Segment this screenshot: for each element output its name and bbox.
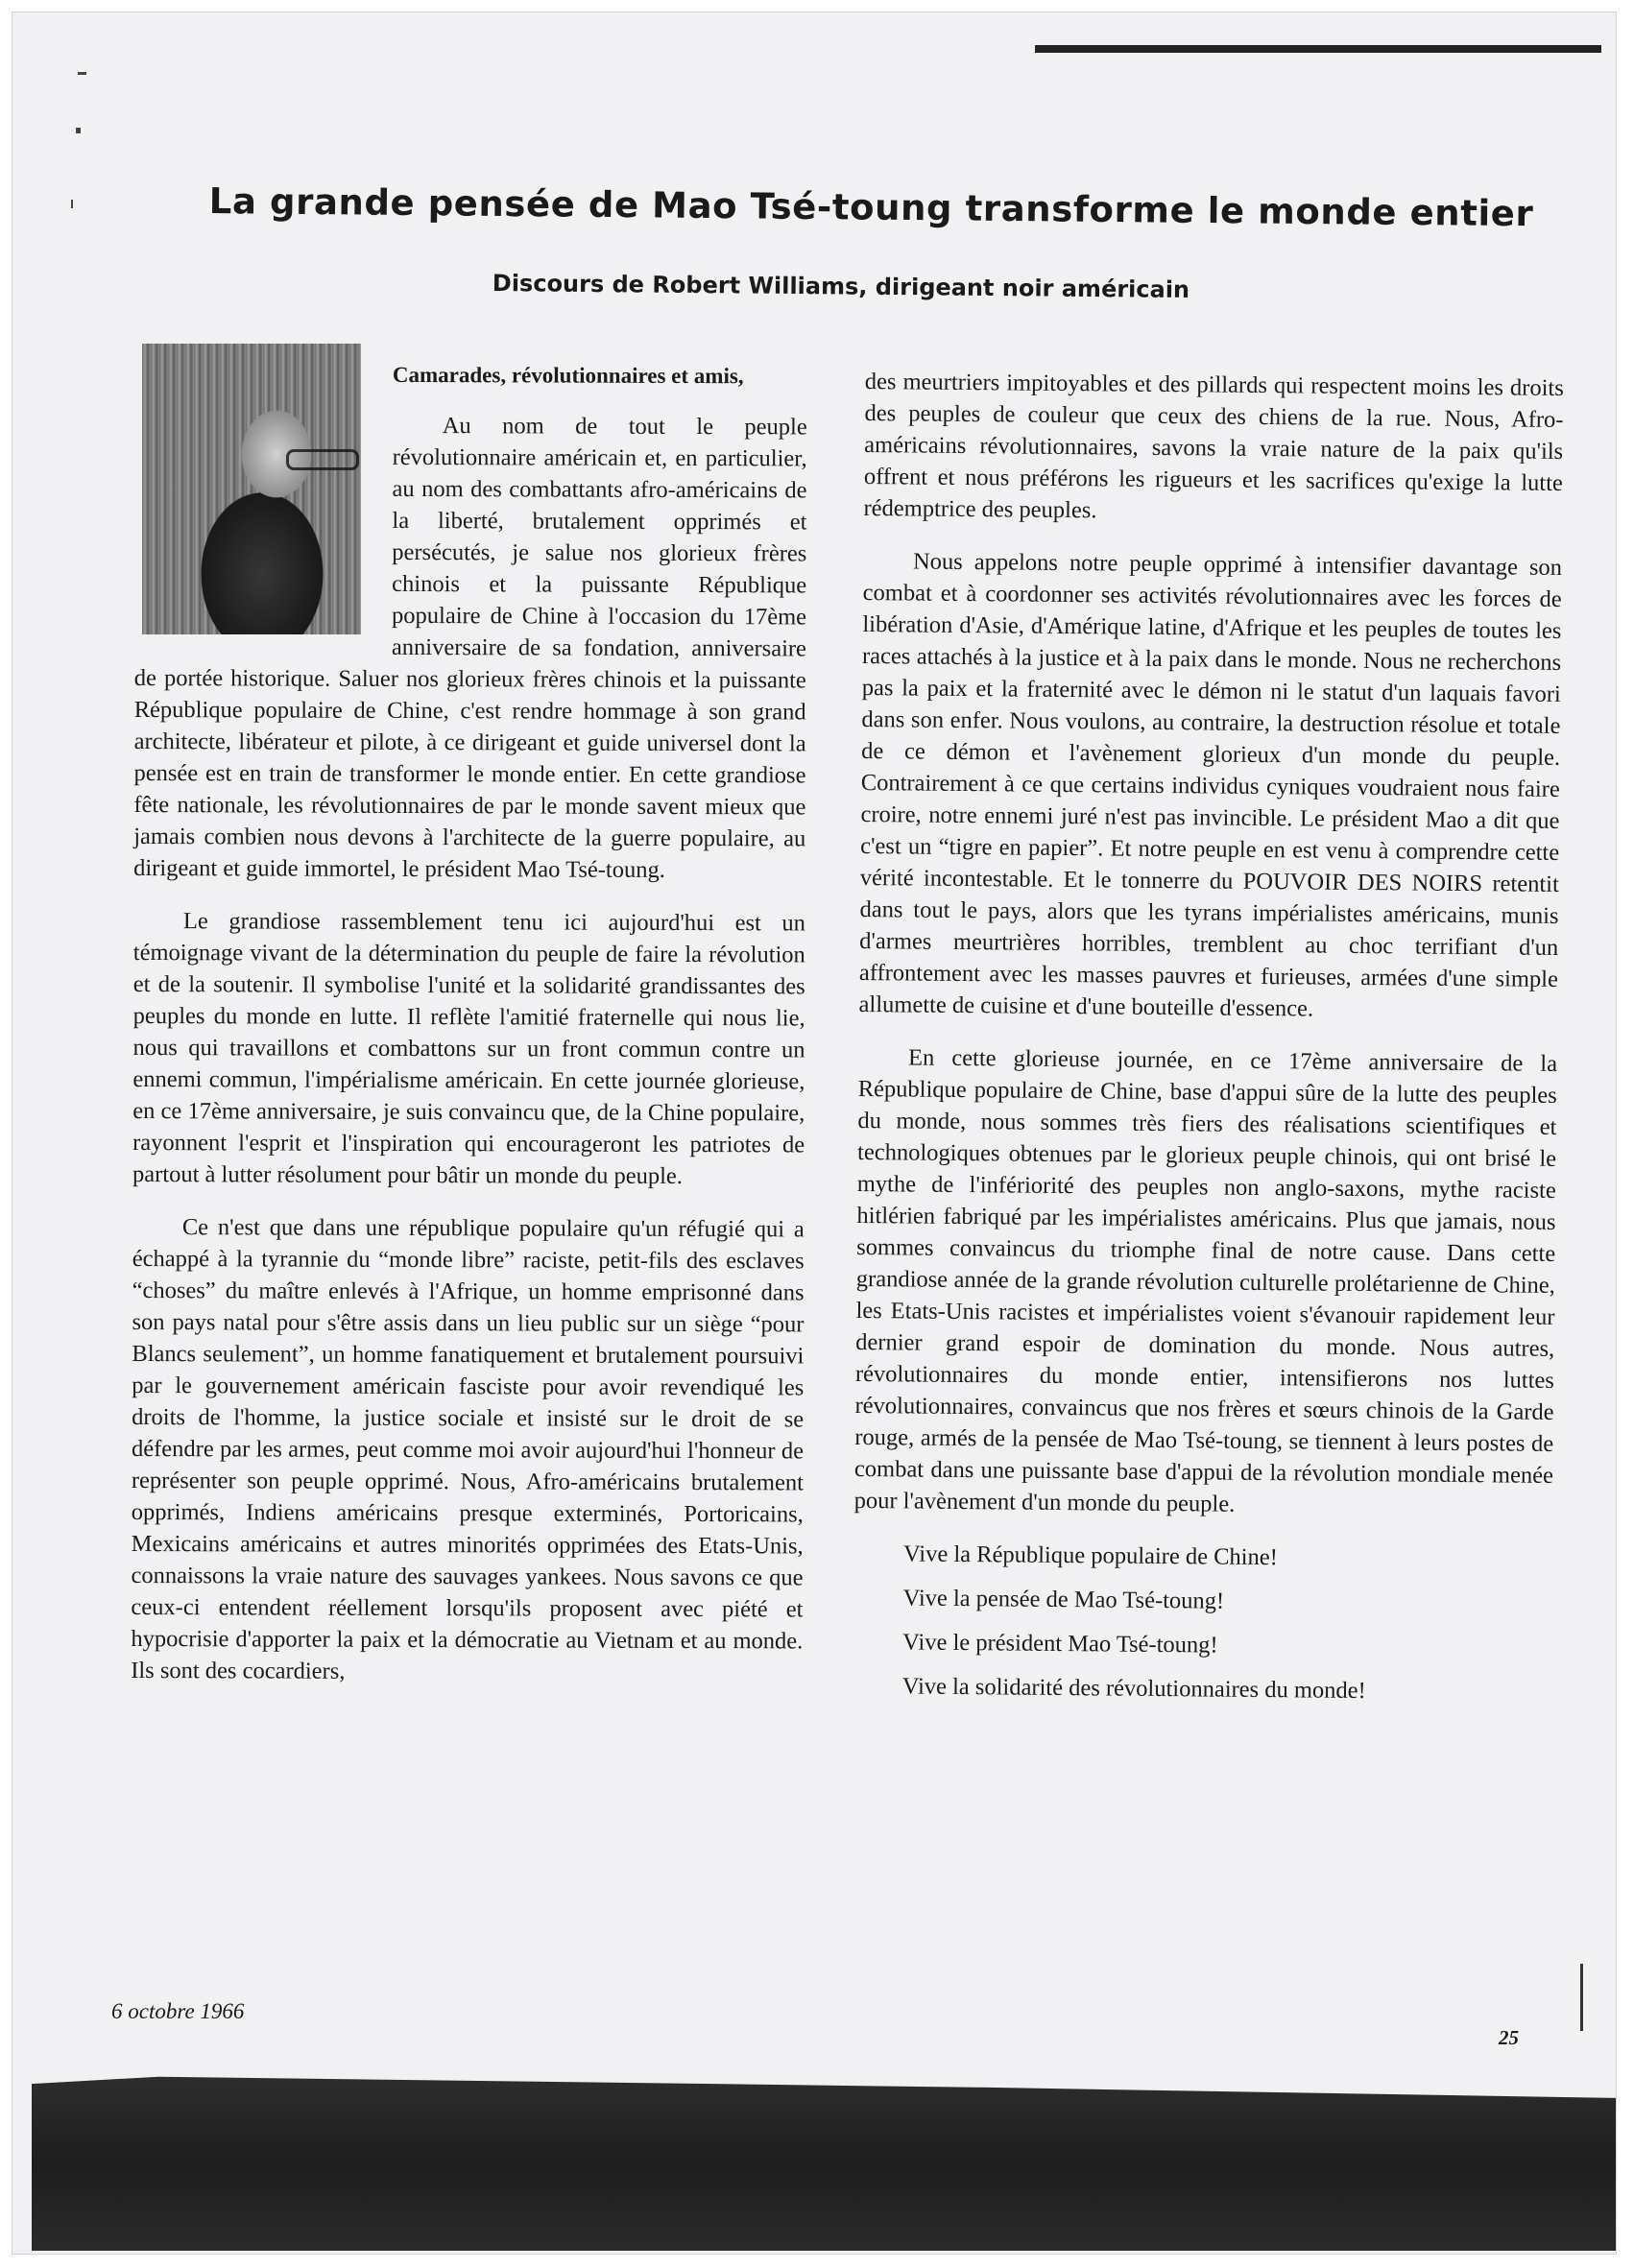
paragraph-1: Au nom de tout le peuple révolutionnaire américain et, en particulier, au nom des combattants afro-américains de la liberté, brutalement opprimés et persécutés, je salue nos glorieux frères chinois et la puissante République populaire de Chine à l'occasion du 17ème anniversaire de sa fondation, anniversaire de portée historique. Saluer nos glorieux frères chinois et la puissante République populaire de Chine, c'est rendre hommage à son grand architecte, libérateur et pilote, à ce dirigeant et guide universel dont la pensée est en train de transformer le monde entier. En cette grandiose fête nationale, les révolutionnaires de par le monde savent mieux que jamais combien nous devons à l'architecte de la guerre populaire, au dirigeant et guide immortel, le président Mao Tsé-toung. xyxy=(133,413,807,883)
photo-space xyxy=(134,358,393,657)
paragraph-4: des meurtriers impitoyables et des pillards qui respectent moins les droits des peuples de couleur que ceux des chiens de la rue. Nous, Afro-américains révolutionnaires, savons la vraie nature de la paix qu'ils offrent et nous préférons les rigueurs et les sacrifices qu'exige la lutte rédemptrice des peuples. xyxy=(863,368,1564,524)
salutation: Camarades, révolutionnaires et amis, xyxy=(392,362,744,389)
scan-speck xyxy=(71,200,73,208)
scan-speck xyxy=(76,128,81,133)
margin-mark xyxy=(1580,1964,1583,2031)
scan-shadow-band xyxy=(32,2073,1616,2251)
article-subtitle: Discours de Robert Williams, dirigeant noir américain xyxy=(492,270,1190,303)
slogan-3: Vive le président Mao Tsé-toung! xyxy=(902,1629,1218,1659)
date-line: 6 octobre 1966 xyxy=(111,1999,245,2023)
paragraph-6: En cette glorieuse journée, en ce 17ème anniversaire de la République populaire de Chine, base d'appui sûre de la lutte des peuples du monde, nous sommes très fiers des réalisations scientifiques et technologiques obtenues par le glorieux peuple chinois, qui ont brisé le mythe de l'infériorité des peuples non anglo-saxons, mythe raciste hitlérien fabriqué par les impérialistes américains. Plus que jamais, nous sommes convaincus du triomphe final de notre cause. Dans cette grandiose année de la grande révolution culturelle prolétarienne de Chine, les Etats-Unis racistes et impérialistes voient s'évanouir rapidement leur dernier grand espoir de domination du monde. Nous autres, révolutionnaires du monde entier, intensifierons nos luttes révolutionnaires, convaincus que nos frères et sœurs chinois de la Garde rouge, armés de la pensée de Mao Tsé-toung, se tiennent à leurs postes de combat dans une puissante base d'appui de la révolution mondiale menée pour l'avènement d'un monde du peuple. xyxy=(853,1044,1558,1517)
paragraph-3: Ce n'est que dans une république populaire qu'un réfugié qui a échappé à la tyrannie du “monde libre” raciste, petit-fils des esclaves “choses” du maître enlevés à l'Afrique, un homme emprisonné dans son pays natal pour s'être assis dans un lieu public sur un siège “pour Blancs seulement”, un homme fanatiquement et brutalement poursuivi par le gouvernement américain fasciste pour avoir revendiqué les droits de l'homme, la justice sociale et insisté sur le droit de se défendre par les armes, peut comme moi avoir aujourd'hui l'honneur de représenter son peuple opprimé. Nous, Afro-américains brutalement opprimés, Indiens américains presque exterminés, Portoricains, Mexicains américains et autres minorités opprimées des Etats-Unis, connaissons la vraie nature des sauvages yankees. Nous savons ce que ceux-ci entendent réellement lorsqu'ils proposent avec piété et hypocrisie d'apporter la paix et la démocratie au Vietnam et au monde. Ils sont des cocardiers, xyxy=(131,1214,805,1684)
paragraph-5: Nous appelons notre peuple opprimé à intensifier davantage son combat et à coordonner ses activités révolutionnaires avec les forces de libération d'Asie, d'Amérique latine, d'Afrique et les peuples de toutes les races attachés à la justice et à la paix dans le monde. Nous ne recherchons pas la paix et la fraternité avec le démon ni le statut d'un laquais favori dans son enfer. Nous voulons, au contraire, la destruction résolue et totale de ce démon et l'avènement glorieux d'un monde du peuple. Contrairement à ce que certains individus cyniques voudraient nous faire croire, notre ennemi juré n'est pas invincible. Le président Mao a dit que c'est un “tigre en papier”. Et notre peuple en est venu à comprendre cette vérité incontestable. Et le tonnerre du POUVOIR DES NOIRS retentit dans tout le pays, alors que les tyrans impérialistes américains, munis d'armes meurtrières horribles, tremblent au choc terrifiant d'un affrontement avec les masses pauvres et furieuses, armées d'une simple allumette de cuisine et d'une bouteille d'essence. xyxy=(858,548,1563,1022)
column-left xyxy=(131,358,807,1709)
slogan-2: Vive la pensée de Mao Tsé-toung! xyxy=(902,1585,1225,1614)
paragraph-2: Le grandiose rassemblement tenu ici aujourd'hui est un témoignage vivant de la détermination du peuple de faire la révolution et de la soutenir. Il symbolise l'unité et la solidarité grandissantes des peuples du monde en lutte. Il reflète l'amitié fraternelle qui nous lie, nous qui travaillons et combattons sur un front commun contre un ennemi commun, l'impérialisme américain. En cette journée glorieuse, en ce 17ème anniversaire, je suis convaincu que, de la Chine populaire, rayonnent l'esprit et l'inspiration qui encourageront les patriotes de partout à lutter résolument pour bâtir un monde du peuple. xyxy=(132,908,805,1189)
slogan-4: Vive la solidarité des révolutionnaires du monde! xyxy=(901,1673,1366,1705)
scan-speck xyxy=(78,72,86,75)
article-title: La grande pensée de Mao Tsé-toung transforme le monde entier xyxy=(208,180,1534,235)
scanned-page xyxy=(12,12,1617,2255)
column-right xyxy=(853,366,1564,1721)
slogan-1: Vive la République populaire de Chine! xyxy=(902,1540,1278,1571)
page-number: 25 xyxy=(1499,2026,1519,2049)
top-rule xyxy=(1035,45,1601,53)
